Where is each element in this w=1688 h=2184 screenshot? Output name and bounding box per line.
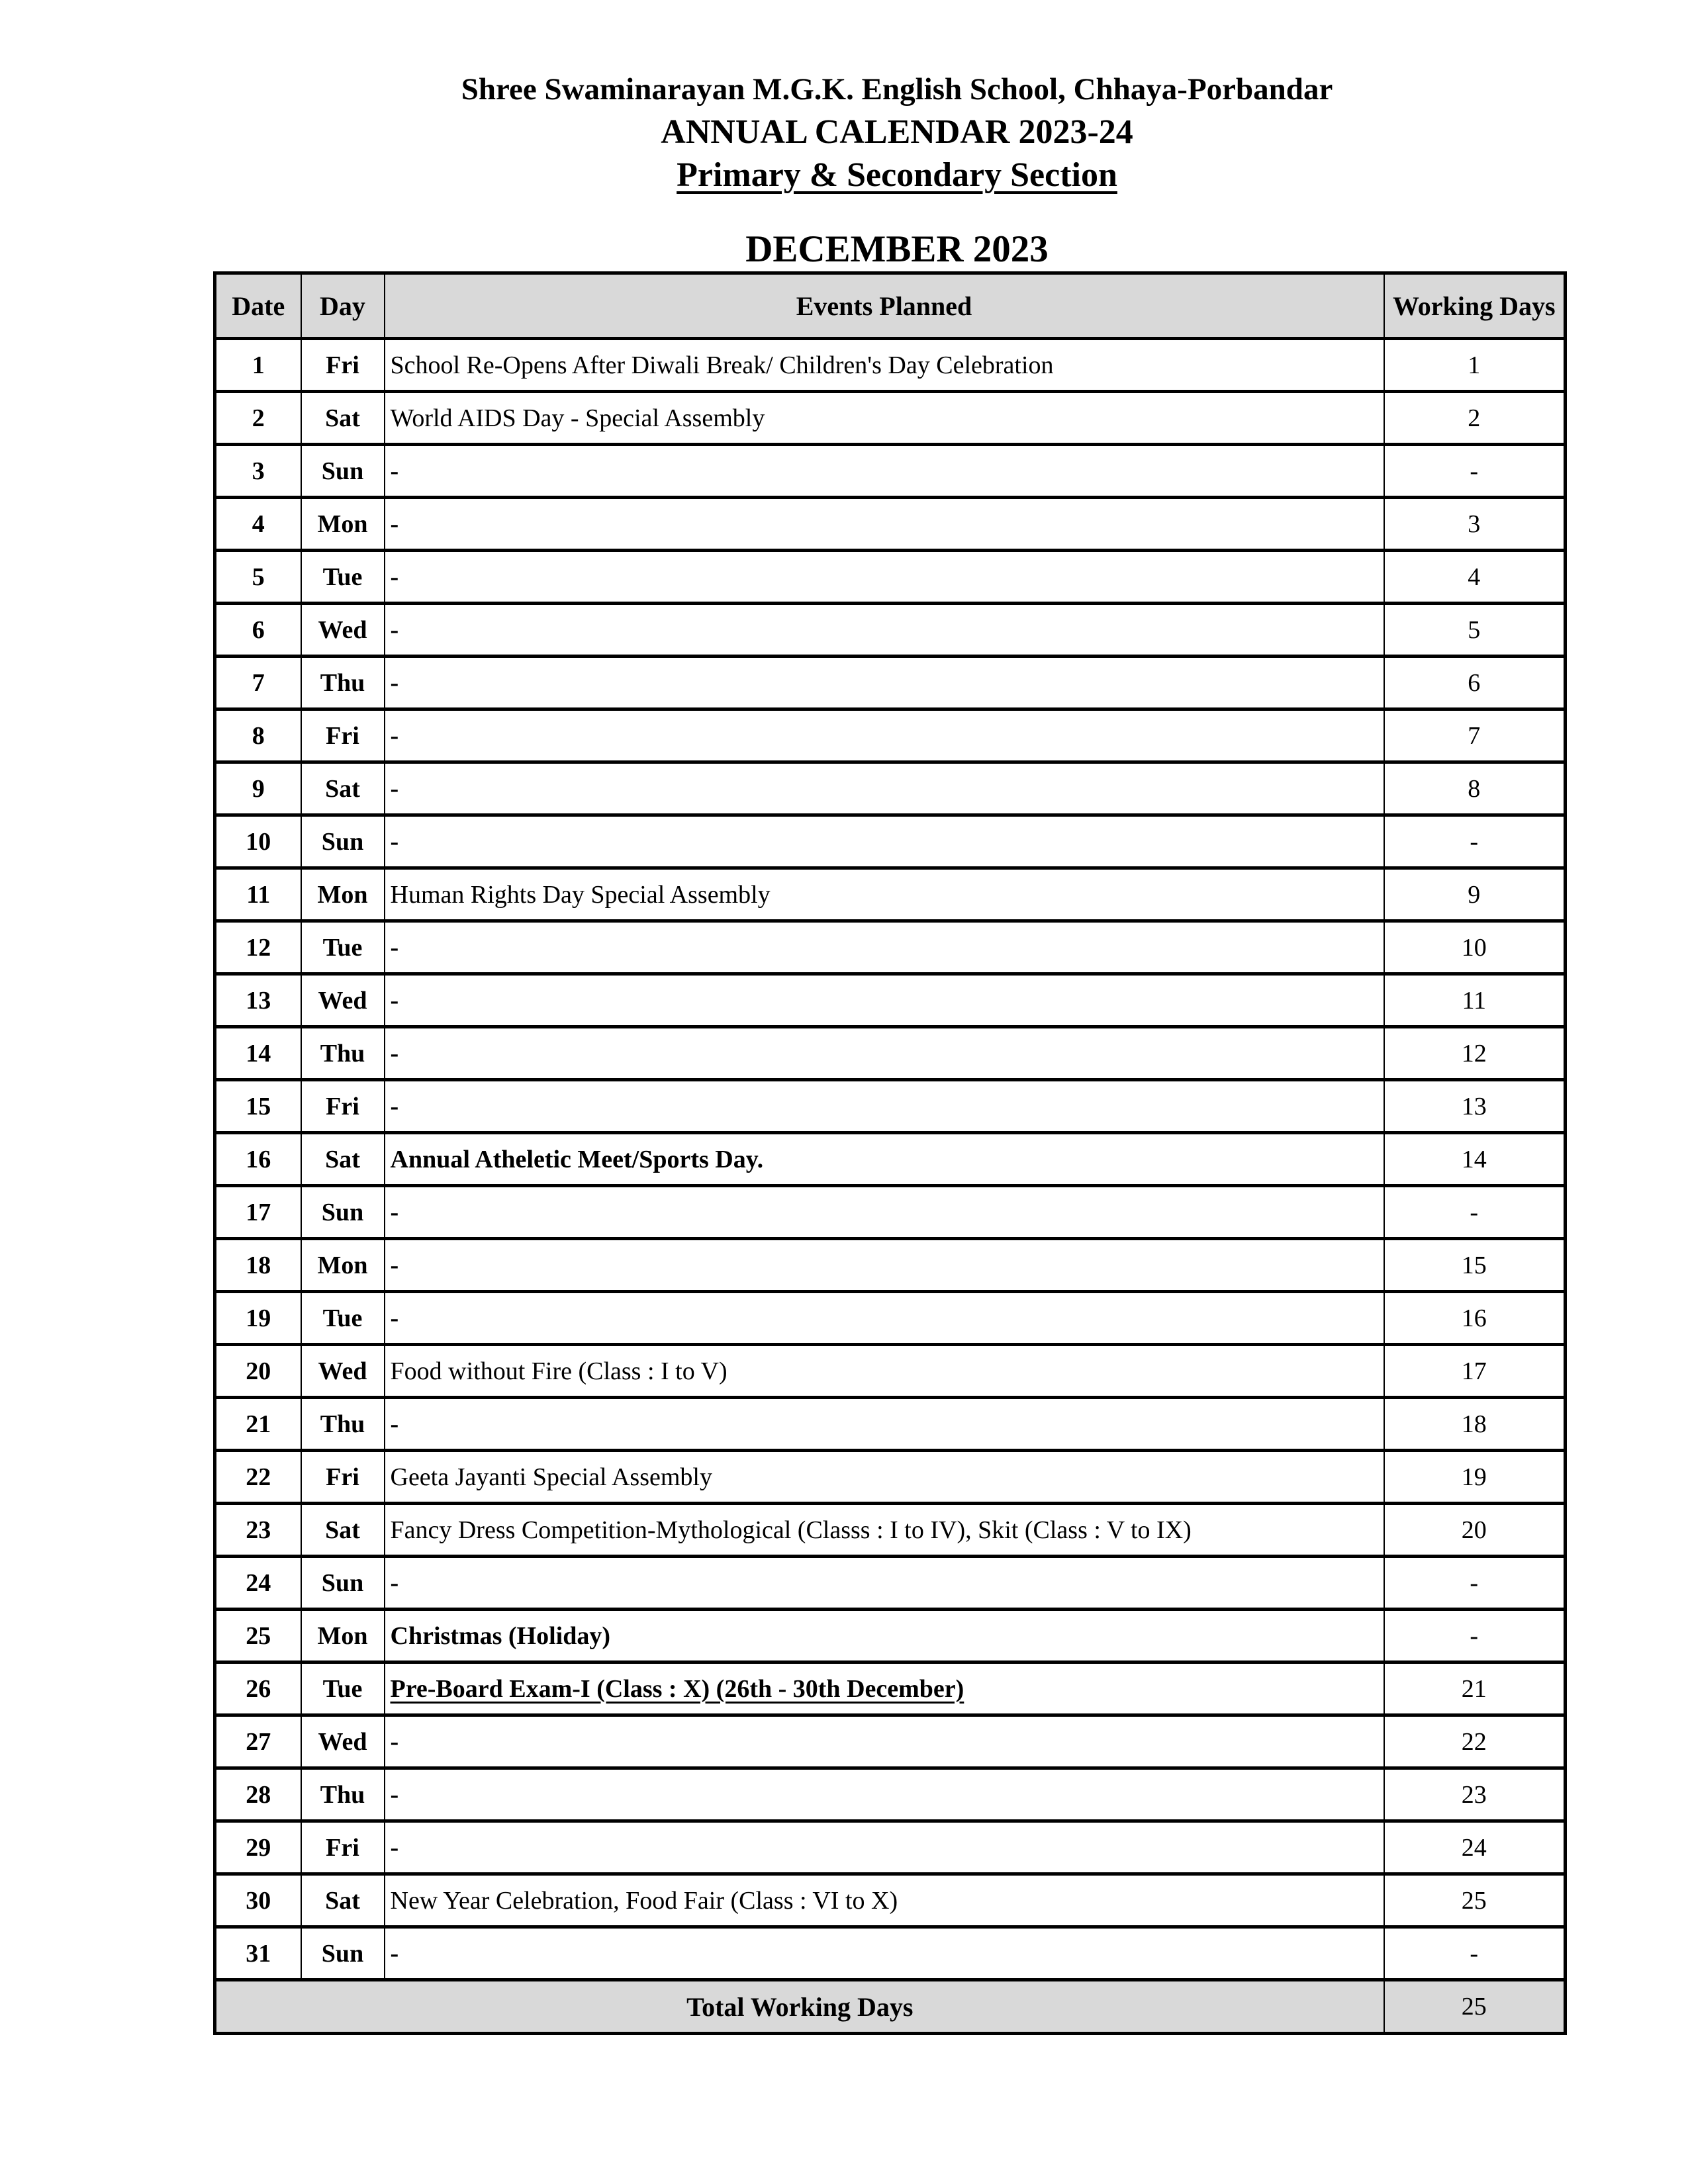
total-working-days-row [215,1980,1566,2034]
day-cell: Sun [301,1557,385,1610]
day-cell: Fri [301,1821,385,1874]
table-row [215,657,1566,709]
day-cell: Tue [301,921,385,974]
table-row [215,709,1566,762]
day-cell: Mon [301,1239,385,1292]
table-row [215,1821,1566,1874]
day-column-header: Day [301,273,385,339]
date-cell: 3 [215,445,301,498]
date-cell: 21 [215,1398,301,1451]
working-days-cell: - [1384,1186,1566,1239]
day-cell: Sat [301,392,385,445]
date-column-header: Date [215,273,301,339]
working-days-cell: 13 [1384,1080,1566,1133]
table-row [215,921,1566,974]
date-cell: 24 [215,1557,301,1610]
working-days-cell: - [1384,1610,1566,1662]
day-cell: Wed [301,974,385,1027]
working-days-cell: - [1384,1557,1566,1610]
table-row [215,1345,1566,1398]
day-cell: Mon [301,498,385,551]
event-cell: Geeta Jayanti Special Assembly [385,1451,1384,1504]
day-cell: Sun [301,1186,385,1239]
event-cell: - [385,1821,1384,1874]
date-cell: 14 [215,1027,301,1080]
working-days-cell: 11 [1384,974,1566,1027]
day-cell: Fri [301,709,385,762]
event-cell: New Year Celebration, Food Fair (Class : VI to X) [385,1874,1384,1927]
table-row [215,1133,1566,1186]
event-cell: - [385,1715,1384,1768]
working-days-cell: 8 [1384,762,1566,815]
table-row [215,1557,1566,1610]
event-cell: - [385,498,1384,551]
event-cell: - [385,709,1384,762]
day-cell: Fri [301,1451,385,1504]
day-cell: Fri [301,339,385,392]
date-cell: 9 [215,762,301,815]
event-cell: - [385,1239,1384,1292]
table-row [215,392,1566,445]
event-cell: - [385,1927,1384,1980]
annual-calendar-title: ANNUAL CALENDAR 2023-24 [661,113,1133,151]
event-cell: - [385,974,1384,1027]
events-column-header: Events Planned [385,273,1384,339]
table-row [215,815,1566,868]
working-days-cell: 21 [1384,1662,1566,1715]
event-cell: School Re-Opens After Diwali Break/ Children's Day Celebration [385,339,1384,392]
working-days-cell: 10 [1384,921,1566,974]
working-days-cell: - [1384,1927,1566,1980]
day-cell: Tue [301,1292,385,1345]
event-cell: - [385,762,1384,815]
working-days-cell: 23 [1384,1768,1566,1821]
date-cell: 22 [215,1451,301,1504]
table-row [215,1186,1566,1239]
table-row [215,551,1566,604]
event-cell: - [385,445,1384,498]
event-cell: Annual Atheletic Meet/Sports Day. [385,1133,1384,1186]
day-cell: Thu [301,1768,385,1821]
date-cell: 27 [215,1715,301,1768]
day-cell: Sun [301,815,385,868]
table-row [215,1027,1566,1080]
working-days-column-header: Working Days [1384,273,1566,339]
date-cell: 17 [215,1186,301,1239]
table-header-row [215,273,1566,339]
working-days-cell: 2 [1384,392,1566,445]
date-cell: 20 [215,1345,301,1398]
date-cell: 1 [215,339,301,392]
working-days-cell: 14 [1384,1133,1566,1186]
day-cell: Tue [301,551,385,604]
date-cell: 15 [215,1080,301,1133]
date-cell: 29 [215,1821,301,1874]
working-days-cell: 1 [1384,339,1566,392]
working-days-cell: 4 [1384,551,1566,604]
date-cell: 8 [215,709,301,762]
event-cell: - [385,1186,1384,1239]
date-cell: 11 [215,868,301,921]
date-cell: 6 [215,604,301,657]
working-days-cell: 12 [1384,1027,1566,1080]
table-row [215,1080,1566,1133]
event-cell: - [385,815,1384,868]
table-row [215,1874,1566,1927]
day-cell: Fri [301,1080,385,1133]
working-days-cell: 5 [1384,604,1566,657]
table-row [215,445,1566,498]
date-cell: 30 [215,1874,301,1927]
day-cell: Thu [301,1398,385,1451]
working-days-cell: 18 [1384,1398,1566,1451]
working-days-cell: - [1384,445,1566,498]
date-cell: 4 [215,498,301,551]
table-row [215,762,1566,815]
table-row [215,1504,1566,1557]
event-cell: - [385,1080,1384,1133]
event-cell: - [385,551,1384,604]
event-cell: Food without Fire (Class : I to V) [385,1345,1384,1398]
day-cell: Sun [301,445,385,498]
table-row [215,868,1566,921]
event-cell: World AIDS Day - Special Assembly [385,392,1384,445]
working-days-cell: 9 [1384,868,1566,921]
date-cell: 31 [215,1927,301,1980]
working-days-cell: 19 [1384,1451,1566,1504]
day-cell: Mon [301,1610,385,1662]
date-cell: 2 [215,392,301,445]
event-cell: - [385,1768,1384,1821]
table-row [215,1610,1566,1662]
working-days-cell: 16 [1384,1292,1566,1345]
event-cell: - [385,657,1384,709]
date-cell: 7 [215,657,301,709]
event-cell: - [385,604,1384,657]
day-cell: Sat [301,762,385,815]
month-title: DECEMBER 2023 [745,228,1049,270]
day-cell: Sat [301,1504,385,1557]
school-name: Shree Swaminarayan M.G.K. English School, Chhaya-Porbandar [461,72,1333,107]
table-row [215,604,1566,657]
december-calendar-table [213,271,1567,2035]
working-days-cell: 22 [1384,1715,1566,1768]
table-row [215,974,1566,1027]
date-cell: 19 [215,1292,301,1345]
title-block [119,70,1675,197]
event-cell: - [385,1027,1384,1080]
date-cell: 13 [215,974,301,1027]
day-cell: Thu [301,657,385,709]
working-days-cell: 6 [1384,657,1566,709]
table-row [215,1239,1566,1292]
event-cell: Christmas (Holiday) [385,1610,1384,1662]
day-cell: Wed [301,604,385,657]
day-cell: Wed [301,1715,385,1768]
date-cell: 25 [215,1610,301,1662]
working-days-cell: 7 [1384,709,1566,762]
date-cell: 26 [215,1662,301,1715]
working-days-cell: 20 [1384,1504,1566,1557]
section-title: Primary & Secondary Section [677,156,1117,194]
event-cell: Human Rights Day Special Assembly [385,868,1384,921]
day-cell: Mon [301,868,385,921]
table-row [215,1398,1566,1451]
date-cell: 10 [215,815,301,868]
event-cell: Fancy Dress Competition-Mythological (Classs : I to IV), Skit (Class : V to IX) [385,1504,1384,1557]
table-row [215,1451,1566,1504]
event-cell: - [385,1292,1384,1345]
event-cell: - [385,1557,1384,1610]
table-row [215,339,1566,392]
day-cell: Sun [301,1927,385,1980]
table-row [215,498,1566,551]
working-days-cell: 25 [1384,1874,1566,1927]
day-cell: Sat [301,1874,385,1927]
working-days-cell: 24 [1384,1821,1566,1874]
day-cell: Thu [301,1027,385,1080]
date-cell: 16 [215,1133,301,1186]
day-cell: Wed [301,1345,385,1398]
table-row [215,1662,1566,1715]
day-cell: Sat [301,1133,385,1186]
date-cell: 5 [215,551,301,604]
date-cell: 12 [215,921,301,974]
day-cell: Tue [301,1662,385,1715]
date-cell: 28 [215,1768,301,1821]
table-row [215,1292,1566,1345]
date-cell: 18 [215,1239,301,1292]
working-days-cell: 15 [1384,1239,1566,1292]
table-row [215,1715,1566,1768]
total-working-days-label: Total Working Days [215,1980,1384,2034]
event-cell: Pre-Board Exam-I (Class : X) (26th - 30th December) [385,1662,1384,1715]
date-cell: 23 [215,1504,301,1557]
working-days-cell: 17 [1384,1345,1566,1398]
event-cell: - [385,1398,1384,1451]
working-days-cell: - [1384,815,1566,868]
table-row [215,1768,1566,1821]
total-working-days-value: 25 [1384,1980,1566,2034]
event-cell: - [385,921,1384,974]
working-days-cell: 3 [1384,498,1566,551]
table-row [215,1927,1566,1980]
